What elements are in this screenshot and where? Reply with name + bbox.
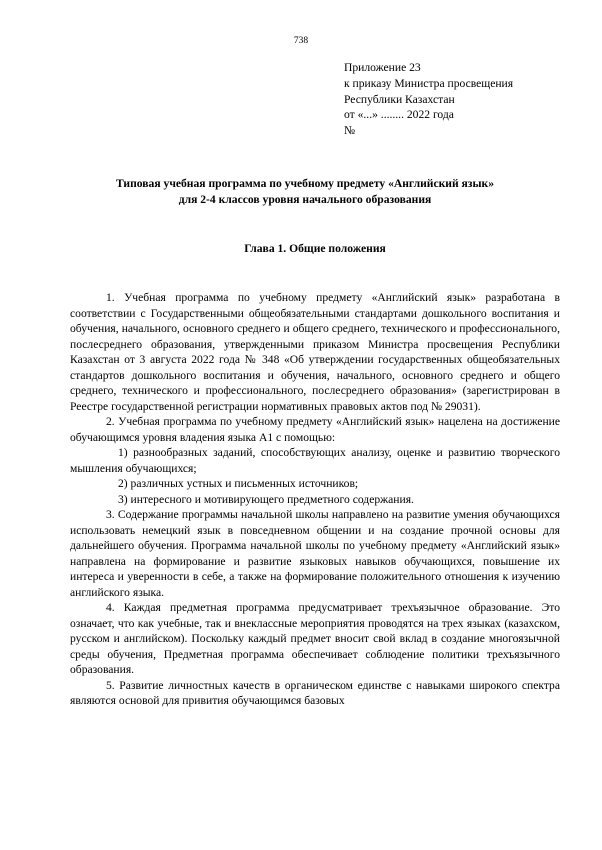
paragraph: 1. Учебная программа по учебному предмету «Английский язык» разработана в соответствии с Государственными общеобязательными стандартами дошкольного воспитания и обучения, начального, основного среднего и общего среднего, технического и профессионального, послесреднего образования, утвержденными приказом Министра просвещения Республики Казахстан от 3 августа 2022 года № 348 «Об утверждении государственных общеобязательных стандартов дошкольного воспитания и обучения, начального, основного среднего и общего среднего, технического и профессионального, послесреднего образования» (зарегистрирован в Реестре государственной регистрации нормативных правовых актов под № 29031). [70, 291, 560, 413]
title-line: Типовая учебная программа по учебному предмету «Английский язык» [115, 177, 494, 190]
paragraph: 3. Содержание программы начальной школы направлено на развитие умения обучающихся использовать немецкий язык в повседневном общении и на создание прочной основы для дальнейшего обучения. Программа начальной школы по учебному предмету «Английский язык» направлена на формирование и развитие языковых навыков обучающихся, повышение их интереса и уверенности в себе, а также на формирование положительного отношения к изучению английского языка. [70, 508, 560, 599]
appendix-line: от «...» ........ 2022 года [344, 108, 454, 122]
paragraph: 5. Развитие личностных качеств в органическом единстве с навыками широкого спектра являются основой для привития обучающимся базовых [70, 678, 560, 707]
document-title [70, 176, 540, 207]
appendix-line: № [344, 124, 356, 138]
chapter-heading: Глава 1. Общие положения [244, 242, 386, 255]
appendix-line: Республики Казахстан [344, 92, 455, 106]
appendix-block [344, 60, 513, 139]
list-item: 1) разнообразных заданий, способствующих анализу, оценке и развитию творческого мышления обучающихся; [70, 446, 560, 475]
paragraph: 2. Учебная программа по учебному предмету «Английский язык» нацелена на достижение обучающимся уровня владения языка А1 с помощью: [70, 415, 560, 444]
body-text [70, 290, 560, 709]
paragraph: 4. Каждая предметная программа предусматривает трехъязычное образование. Это означает, что как учебные, так и внеклассные мероприятия проводятся на трех языках (казахском, русском и английском). Поскольку каждый предмет вносит свой вклад в создание многоязычной среды обучения, Предметная программа обеспечивает соблюдение политики трехъязычного образования. [70, 601, 560, 676]
appendix-line: к приказу Министра просвещения [344, 76, 514, 90]
title-line: для 2-4 классов уровня начального образования [178, 192, 432, 206]
list-item: 2) различных устных и письменных источников; [118, 477, 359, 490]
list-item: 3) интересного и мотивирующего предметного содержания. [118, 492, 414, 506]
page-number: 738 [293, 36, 309, 46]
appendix-line: Приложение 23 [344, 61, 421, 74]
